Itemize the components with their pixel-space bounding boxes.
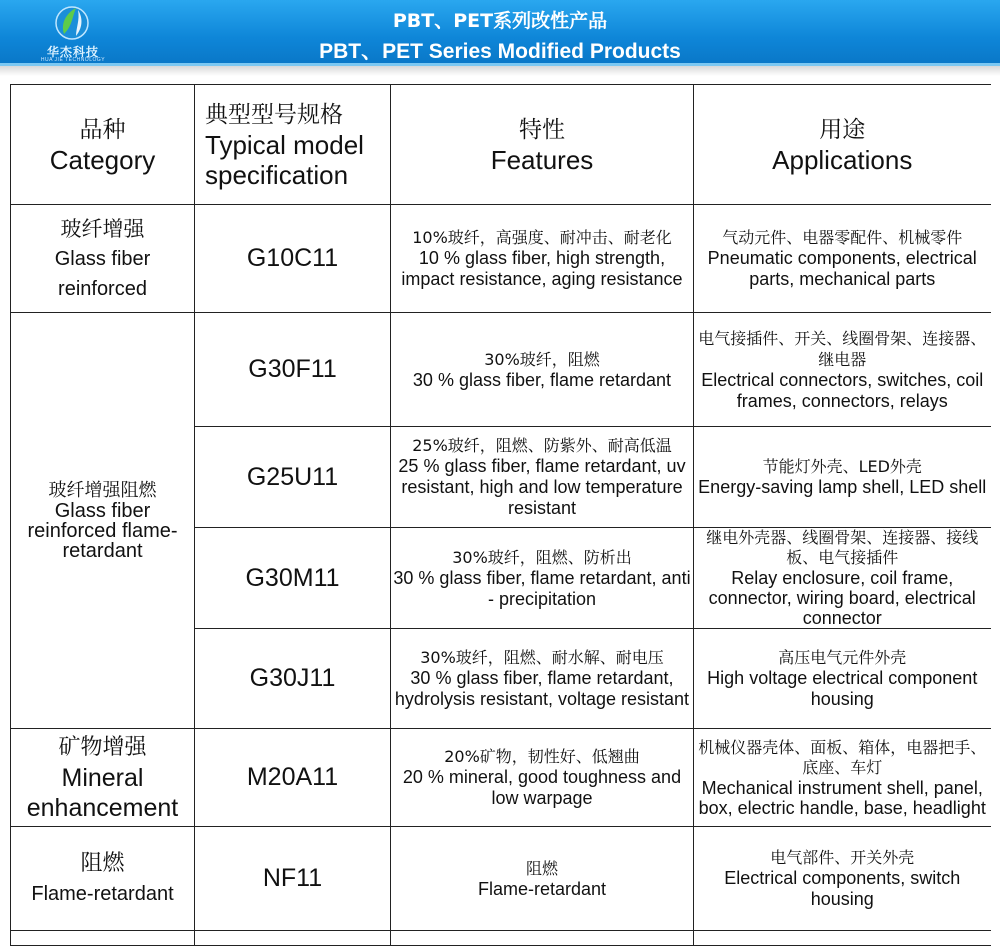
category-cell: 阻燃 Flame-retardant: [11, 827, 195, 931]
applications-cell: 机械仪器壳体、面板、箱体，电器把手、底座、车灯 Mechanical instrument shell, panel, box, electric handle, base, headlight: [694, 729, 991, 827]
features-cell: 阻燃 Flame-retardant: [391, 827, 694, 931]
logo-text: 华杰科技: [46, 45, 99, 59]
features-cell: 30%玻纤，阻燃、防析出 30 % glass fiber, flame retardant, anti - precipitation: [391, 528, 694, 629]
table-header-row: [11, 85, 991, 205]
category-cell: 玻纤增强 Glass fiber reinforced: [11, 205, 195, 313]
applications-cell: 电气部件、开关外壳 Electrical components, switch housing: [694, 827, 991, 931]
features-cell: 10%玻纤，高强度、耐冲击、耐老化 10 % glass fiber, high strength, impact resistance, aging resistance: [391, 205, 694, 313]
header-banner: [0, 0, 1000, 66]
applications-cell: 高压电气元件外壳 High voltage electrical component housing: [694, 629, 991, 729]
features-cell: 25%玻纤，阻燃、防紫外、耐高低温 25 % glass fiber, flame retardant, uv resistant, high and low temperature resistant: [391, 427, 694, 528]
model-cell: M20A11: [195, 729, 391, 827]
model-cell: G30F11: [195, 313, 391, 427]
applications-cell: 继电外壳器、线圈骨架、连接器、接线板、电气接插件 Relay enclosure, coil frame, connector, wiring board, electrical connector: [694, 528, 991, 629]
model-cell: G10C11: [195, 205, 391, 313]
empty-cell: [391, 931, 694, 946]
applications-cell: 电气接插件、开关、线圈骨架、连接器、继电器 Electrical connectors, switches, coil frames, connectors, relays: [694, 313, 991, 427]
empty-cell: [195, 931, 391, 946]
empty-cell: [11, 931, 195, 946]
table-row: [11, 313, 991, 427]
banner-title-en: PBT、PET Series Modified Products: [319, 40, 681, 63]
features-cell: 30%玻纤，阻燃、耐水解、耐电压 30 % glass fiber, flame retardant, hydrolysis resistant, voltage resistant: [391, 629, 694, 729]
banner-shadow: [0, 66, 1000, 76]
banner-title-cn: PBT、PET系列改性产品: [392, 10, 608, 32]
model-cell: G30J11: [195, 629, 391, 729]
product-table: [10, 84, 991, 946]
category-cell: 矿物增强 Mineral enhancement: [11, 729, 195, 827]
applications-cell: 节能灯外壳、LED外壳 Energy-saving lamp shell, LED shell: [694, 427, 991, 528]
table-row: [11, 205, 991, 313]
model-cell: G30M11: [195, 528, 391, 629]
table-row-partial: [11, 931, 991, 946]
logo-subtext: HUA JIE TECHNOLOGY: [40, 57, 106, 63]
table-row: [11, 827, 991, 931]
features-cell: 20%矿物，韧性好、低翘曲 20 % mineral, good toughness and low warpage: [391, 729, 694, 827]
column-header-category: 品种 Category: [11, 85, 195, 205]
model-cell: NF11: [195, 827, 391, 931]
applications-cell: 气动元件、电器零配件、机械零件 Pneumatic components, electrical parts, mechanical parts: [694, 205, 991, 313]
column-header-features: 特性 Features: [391, 85, 694, 205]
column-header-applications: 用途 Applications: [694, 85, 991, 205]
model-cell: G25U11: [195, 427, 391, 528]
empty-cell: [694, 931, 991, 946]
category-cell: 玻纤增强阻燃 Glass fiber reinforced flame-retardant: [11, 313, 195, 729]
features-cell: 30%玻纤，阻燃 30 % glass fiber, flame retardant: [391, 313, 694, 427]
table-row: [11, 729, 991, 827]
column-header-model: 典型型号规格 Typical model specification: [195, 85, 391, 205]
